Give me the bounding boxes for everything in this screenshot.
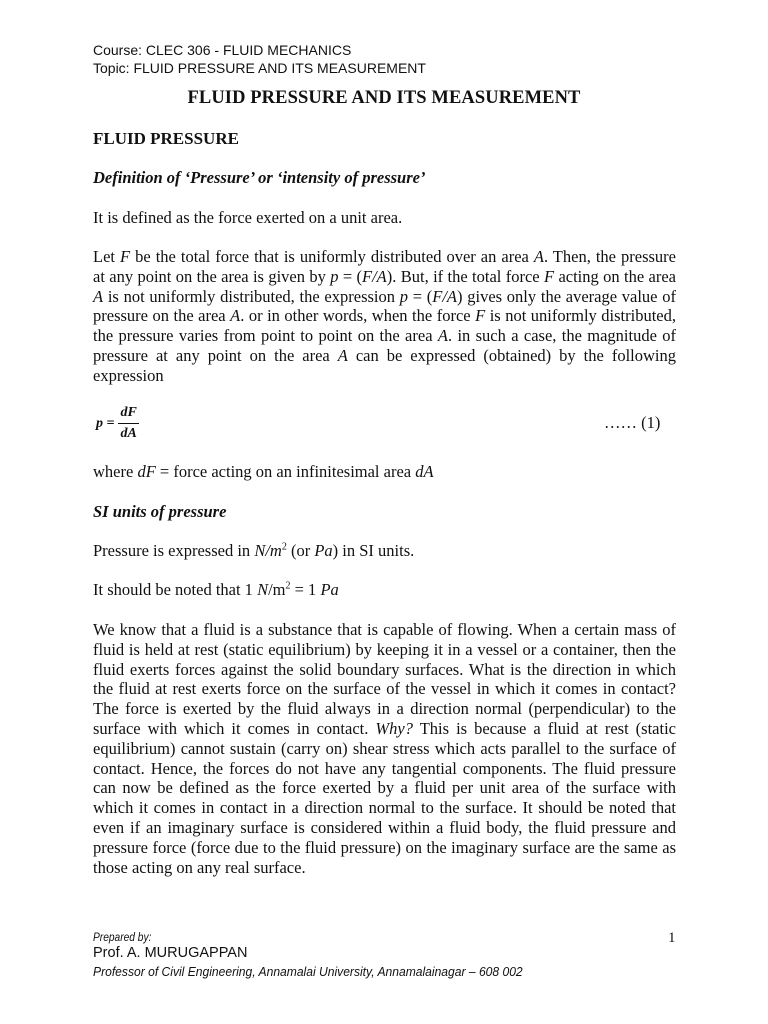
text-run: Let <box>93 247 120 266</box>
text-run: = 1 <box>290 580 321 599</box>
si-units-line <box>93 541 676 561</box>
text-run: where <box>93 462 138 481</box>
var-A: A <box>337 345 348 365</box>
text-run: is not uniformly distributed, the expression <box>103 286 400 306</box>
text-run: is not uniformly distributed, the pressure varies from point to point on the area <box>93 306 676 346</box>
paragraph-let <box>93 247 676 386</box>
text-run: be the total force that is uniformly distributed over an area <box>130 247 534 266</box>
unit-N: N <box>257 580 269 599</box>
var-p: p <box>399 286 408 306</box>
var-F: F <box>120 247 131 266</box>
var-A: A <box>437 326 448 346</box>
formula-lhs: p = <box>96 415 115 431</box>
text-run: . or in other words, when the force <box>240 306 476 326</box>
text-run: ) in SI units. <box>332 541 415 560</box>
equation-number: …… (1) <box>604 413 661 432</box>
definition-heading <box>93 168 425 188</box>
formula-denominator: dA <box>120 426 137 441</box>
text-run: ). But, if the total force <box>386 266 544 286</box>
page-header <box>93 41 426 77</box>
text-run: = ( <box>338 266 362 286</box>
si-units-heading: SI units of pressure <box>93 502 227 521</box>
superscript: 2 <box>285 580 291 592</box>
var-F-over-A: F/A <box>432 286 457 306</box>
paragraph-fluid-pressure <box>93 620 676 877</box>
text-run: Pressure is expressed in <box>93 541 255 560</box>
section-heading: FLUID PRESSURE <box>93 129 239 148</box>
definition-text: It is defined as the force exerted on a unit area. <box>93 208 403 227</box>
var-A: A <box>230 306 241 326</box>
text-run: /m <box>268 580 286 599</box>
formula-numerator: dF <box>118 405 138 424</box>
var-A: A <box>93 286 104 306</box>
superscript: 2 <box>281 541 287 553</box>
pa-equivalence-line <box>93 580 676 600</box>
author-affiliation: Professor of Civil Engineering, Annamalai University, Annamalainagar – 608 002 <box>93 964 523 979</box>
var-F-over-A: F/A <box>362 266 387 286</box>
why-question: Why? <box>375 718 413 738</box>
formula-fraction <box>118 405 138 442</box>
course-line: Course: CLEC 306 - FLUID MECHANICS <box>93 42 352 58</box>
var-F: F <box>475 306 486 326</box>
unit-Pa: Pa <box>314 541 333 560</box>
text-run: . in such a case, the magnitude of pressure at any point on the area <box>93 326 676 365</box>
var-dF: dF <box>137 462 156 481</box>
page-number: 1 <box>668 930 676 946</box>
var-A: A <box>533 247 544 266</box>
var-p: p <box>330 266 339 286</box>
topic-line: Topic: FLUID PRESSURE AND ITS MEASUREMENT <box>93 60 426 76</box>
text-run: ) <box>457 286 463 306</box>
var-dA: dA <box>415 462 434 481</box>
text-run: acting on the area <box>554 266 676 286</box>
where-line <box>93 462 676 482</box>
text-run: (or <box>286 541 315 560</box>
prepared-by-label: Prepared by: <box>93 930 152 944</box>
text-run: gives only the average value of pressure on the area <box>93 286 676 326</box>
text-run: = ( <box>407 286 433 306</box>
definition-heading-term2: ‘intensity of pressure’ <box>276 168 426 187</box>
text-run: We know that a fluid is a substance that is capable of flowing. When a certain mass of fluid is held at rest (static equilibrium) by keeping it in a vessel or a container, then the fluid exerts forces against the solid boundary surfaces. What is the direction in which the fluid at rest exerts force on the surface of the vessel in which it comes in contact? The force is exerted by the fluid always in a direction normal (perpendicular) to the surface with which it comes in contact. <box>93 620 676 738</box>
unit-N-per-m: N/m <box>254 541 282 560</box>
text-run: can be expressed (obtained) by the following expression <box>93 345 676 385</box>
pressure-formula <box>96 405 139 442</box>
text-run: This is because a fluid at rest (static equilibrium) cannot sustain (carry on) shear stress which acts parallel to the surface of contact. Hence, the forces do not have any tangential components. The fluid pressure can now be defined as the force exerted by a fluid per unit area of the surface with which it comes in contact in a direction normal to the surface. It should be noted that even if an imaginary surface is considered within a fluid body, the fluid pressure and pressure force (force due to the fluid pressure) on the imaginary surface are the same as those acting on any real surface. <box>93 718 676 877</box>
text-run: . Then, the pressure at any point on the area is given by <box>93 247 676 286</box>
definition-heading-prefix: Definition of <box>93 168 185 187</box>
document-title: FLUID PRESSURE AND ITS MEASUREMENT <box>187 88 581 108</box>
author-name: Prof. A. MURUGAPPAN <box>93 945 248 961</box>
definition-heading-term1: ‘Pressure’ <box>184 168 255 187</box>
var-F: F <box>543 266 555 286</box>
unit-Pa: Pa <box>320 580 339 599</box>
definition-heading-or: or <box>254 168 277 187</box>
text-run: = force acting on an infinitesimal area <box>155 462 416 481</box>
text-run: It should be noted that 1 <box>93 580 258 599</box>
